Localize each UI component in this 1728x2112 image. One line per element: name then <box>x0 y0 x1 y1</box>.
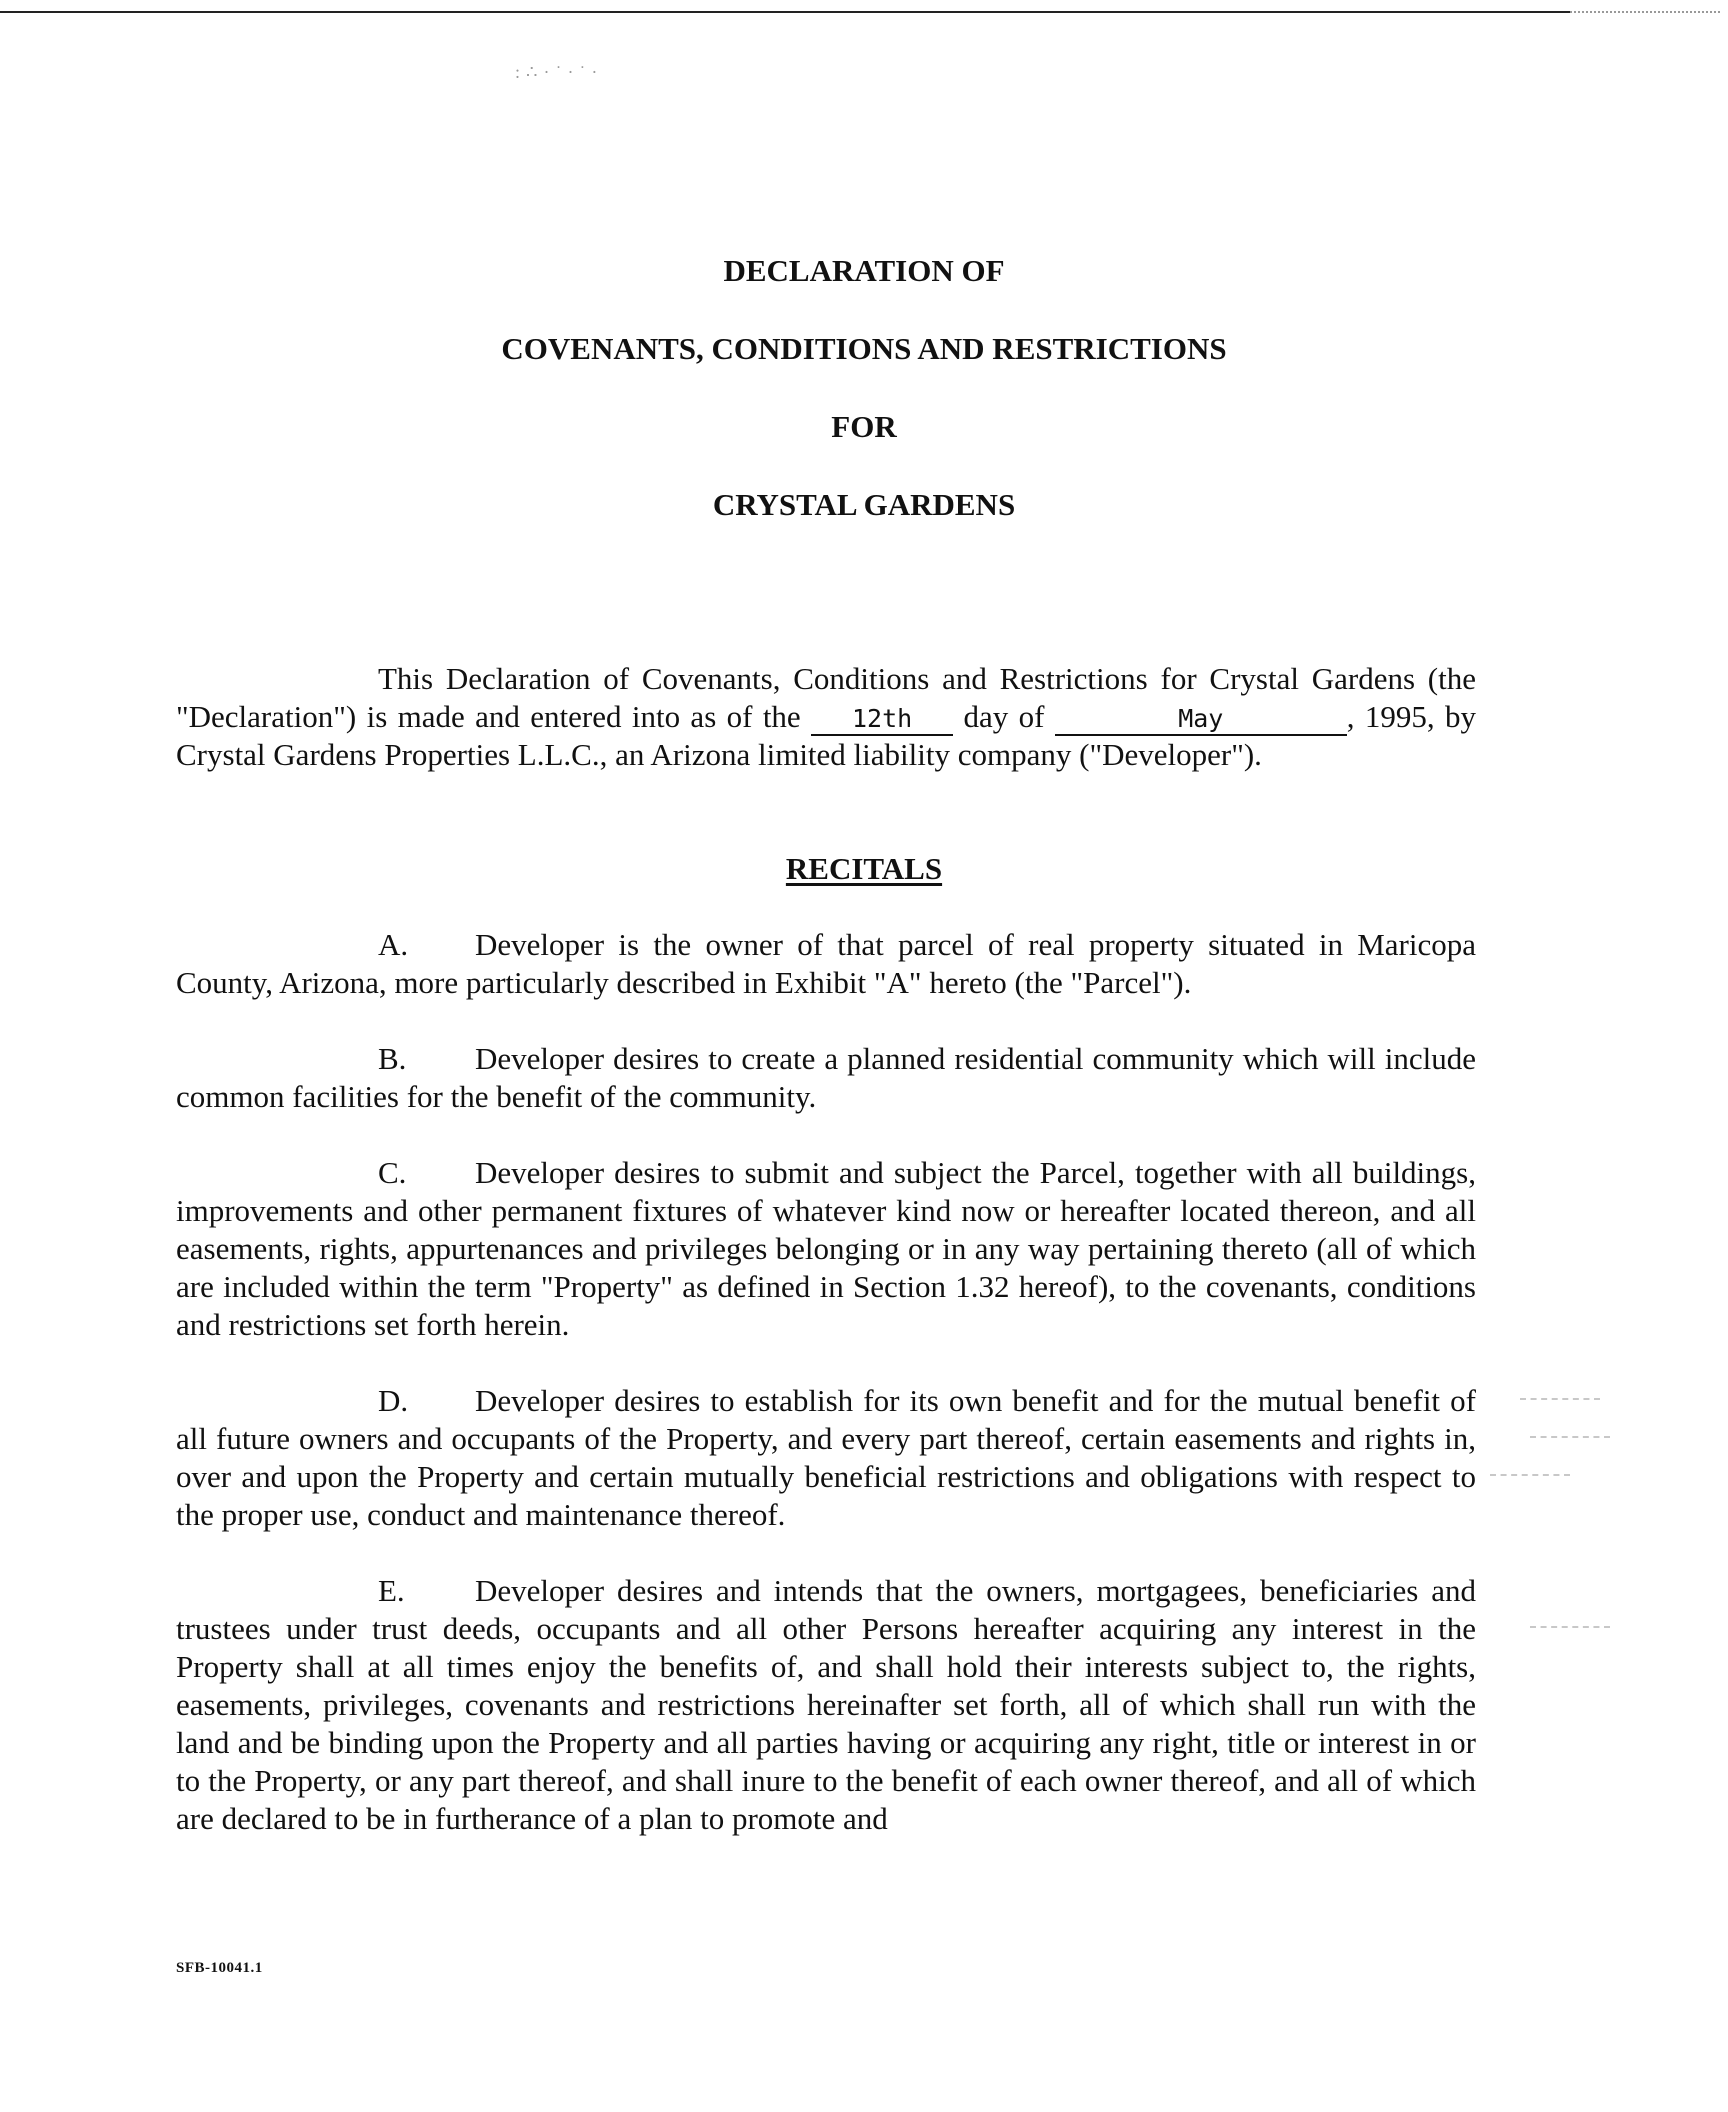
document-code: SFB-10041.1 <box>176 1960 263 1976</box>
margin-scan-mark <box>1530 1436 1610 1438</box>
recital-b <box>176 1040 1476 1116</box>
intro-paragraph <box>176 660 1476 774</box>
recital-c <box>176 1154 1476 1344</box>
recital-a-text: Developer is the owner of that parcel of real property situated in Maricopa County, Arizona, more particularly described in Exhibit "A" hereto (the "Parcel"). <box>176 927 1476 1000</box>
intro-text-after: , 1995, by Crystal Gardens Properties L.L.C., an Arizona limited liability company ("Developer"). <box>176 699 1477 772</box>
title-line-4: CRYSTAL GARDENS <box>712 487 1016 522</box>
top-rule <box>0 11 1570 13</box>
recital-b-label: B. <box>378 1041 407 1076</box>
title-line-1: DECLARATION OF <box>723 253 1005 288</box>
recital-e-text: Developer desires and intends that the owners, mortgagees, beneficiaries and trustees under trust deeds, occupants and all other Persons hereafter acquiring any interest in the Property shall at all times enjoy the benefits of, and shall hold their interests subject to, the rights, easements, privileges, covenants and restrictions hereinafter set forth, all of which shall run with the land and be binding upon the Property and all parties having or acquiring any right, title or interest in or to the Property, or any part thereof, and shall inure to the benefit of each owner thereof, and all of which are declared to be in furtherance of a plan to promote and <box>176 1573 1476 1836</box>
recital-b-text: Developer desires to create a planned residential community which will include common facilities for the benefit of the community. <box>176 1041 1476 1114</box>
top-rule-dotted-end <box>1570 11 1720 13</box>
intro-text-between: day of <box>963 699 1045 734</box>
recitals-heading: RECITALS <box>785 851 943 886</box>
recital-d-text: Developer desires to establish for its own benefit and for the mutual benefit of all future owners and occupants of the Property, and every part thereof, certain easements and rights in, over and upon the Property and certain mutually beneficial restrictions and obligations with respect to the proper use, conduct and maintenance thereof. <box>176 1383 1476 1532</box>
margin-scan-mark <box>1530 1626 1610 1628</box>
recital-e-label: E. <box>378 1573 405 1608</box>
month-blank: May <box>1055 704 1347 736</box>
document-title <box>0 232 1728 544</box>
recital-e <box>176 1572 1476 1838</box>
title-line-3: FOR <box>831 409 897 444</box>
recital-c-text: Developer desires to submit and subject the Parcel, together with all buildings, improvements and other permanent fixtures of whatever kind now or hereafter located thereon, and all easements, rights, appurtenances and privileges belonging or in any way pertaining thereto (all of which are included within the term "Property" as defined in Section 1.32 hereof), to the covenants, conditions and restrictions set forth herein. <box>176 1155 1476 1342</box>
recital-d-label: D. <box>378 1383 409 1418</box>
intro-text-before-day: This Declaration of Covenants, Conditions and Restrictions for Crystal Gardens (the "Declaration") is made and entered into as of the <box>176 661 1476 734</box>
margin-scan-mark <box>1520 1398 1600 1400</box>
recital-a <box>176 926 1476 1002</box>
margin-scan-mark <box>1490 1474 1570 1476</box>
scan-speckle-mark: :∴·˙·˙· <box>515 62 604 82</box>
recital-a-label: A. <box>378 927 409 962</box>
title-line-2: COVENANTS, CONDITIONS AND RESTRICTIONS <box>501 331 1227 366</box>
recital-d <box>176 1382 1476 1534</box>
recital-c-label: C. <box>378 1155 407 1190</box>
day-blank: 12th <box>811 704 953 736</box>
